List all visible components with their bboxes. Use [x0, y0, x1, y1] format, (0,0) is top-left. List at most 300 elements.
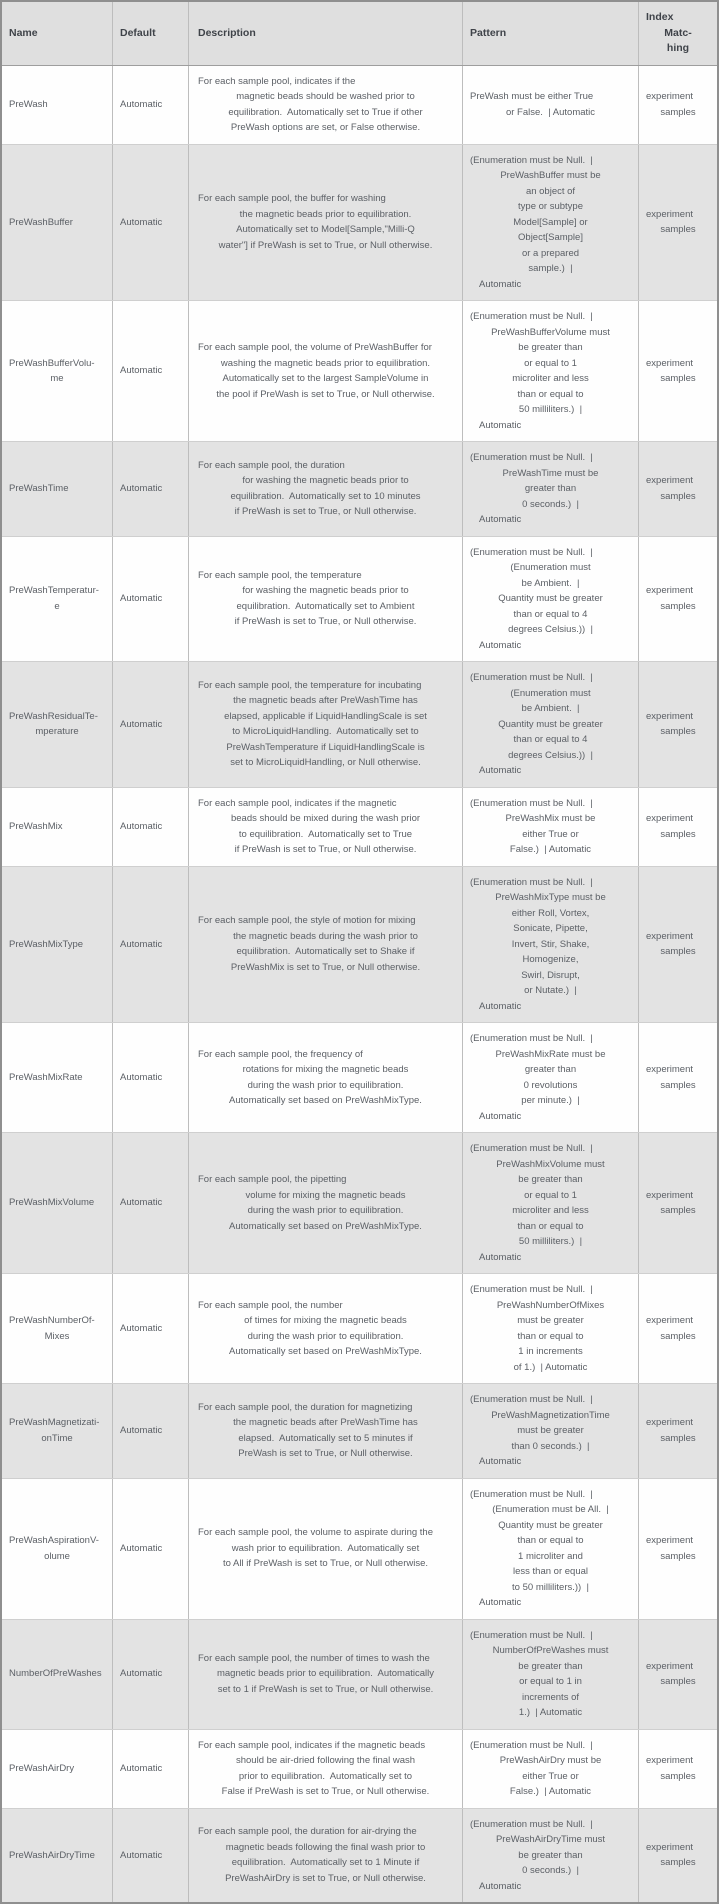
text-line: For each sample pool, the duration for air-drying the	[198, 1826, 417, 1838]
text-line: e	[54, 600, 60, 612]
text-line: be greater than	[518, 342, 583, 353]
text-line: For each sample pool, indicates if the	[198, 75, 356, 87]
cell-default	[113, 537, 189, 662]
text-line: PreWashBufferVolume must	[491, 326, 610, 338]
text-line: For each sample pool, the duration for magnetizing	[198, 1401, 413, 1413]
text-line: PreWashMixType	[9, 938, 84, 950]
text-line: PreWashAirDryTime	[9, 1849, 95, 1861]
text-line: 50 milliliters.) |	[518, 404, 583, 415]
text-line: for washing the magnetic beads prior to	[242, 585, 409, 597]
text-line: the magnetic beads during the wash prior to	[233, 930, 418, 942]
text-line: PreWashBufferVolu-	[9, 357, 95, 369]
text-line: either True or	[522, 1770, 579, 1782]
text-line: PreWashBuffer must be	[500, 170, 601, 181]
table-row	[2, 441, 717, 536]
text-line: olume	[44, 1550, 70, 1562]
table-row	[2, 536, 717, 662]
cell-index-matching	[639, 442, 717, 536]
cell-name	[2, 867, 113, 1023]
text-line: water"] if PreWash is set to True, or Null otherwise.	[218, 239, 433, 251]
text-line: Automatic	[120, 1762, 163, 1774]
header-cell-index-matching	[639, 2, 717, 65]
text-line: PreWashMixRate	[9, 1071, 83, 1083]
text-line: For each sample pool, the buffer for washing	[198, 193, 386, 205]
cell-description	[189, 662, 463, 787]
text-line: experiment	[646, 357, 693, 369]
text-line: 50 milliliters.) |	[518, 1236, 583, 1247]
text-line: samples	[660, 106, 696, 118]
text-line: during the wash prior to equilibration.	[247, 1330, 404, 1342]
table-row	[2, 1808, 717, 1903]
cell-index-matching	[639, 662, 717, 787]
text-line: experiment	[646, 710, 693, 722]
text-line: hing	[666, 42, 690, 54]
text-line: or equal to 1 in	[519, 1676, 582, 1687]
text-line: than or equal to 4	[513, 608, 588, 620]
text-line: if PreWash is set to True, or Null otherwise.	[234, 616, 417, 628]
text-line: than or equal to	[517, 1330, 584, 1342]
text-line: set to 1 if PreWash is set to True, or Null otherwise.	[217, 1683, 434, 1695]
cell-index-matching	[639, 1384, 717, 1478]
text-line: PreWash must be either True	[470, 91, 594, 102]
cell-description	[189, 1384, 463, 1478]
text-line: than or equal to	[517, 1220, 584, 1232]
text-line: be Ambient. |	[521, 577, 580, 589]
text-line: Automatic	[120, 216, 163, 228]
text-line: onTime	[41, 1432, 73, 1444]
text-line: PreWashNumberOfMixes	[496, 1299, 605, 1311]
text-line: elapsed. Automatically set to 5 minutes if	[238, 1432, 413, 1444]
cell-pattern	[463, 537, 639, 662]
table-row	[2, 144, 717, 301]
text-line: greater than	[524, 1064, 577, 1075]
text-line: PreWashAirDryTime must	[495, 1834, 606, 1845]
text-line: experiment	[646, 813, 693, 824]
text-line: samples	[660, 1432, 696, 1444]
text-line: should be air-dried following the final wash	[235, 1755, 416, 1766]
table-header-row	[2, 2, 717, 65]
text-line: PreWashBuffer	[9, 216, 73, 228]
text-line: False.) | Automatic	[509, 1786, 592, 1797]
text-line: equilibration. Automatically set to 1 Minute if	[231, 1857, 420, 1869]
text-line: elapsed, applicable if LiquidHandlingScale is set	[224, 710, 427, 722]
cell-name	[2, 1384, 113, 1478]
cell-description	[189, 66, 463, 144]
cell-name	[2, 788, 113, 866]
text-line: 1 in increments	[518, 1346, 583, 1357]
text-line: Automatic	[120, 1425, 163, 1436]
text-line: Automatically set based on PreWashMixType.	[229, 1095, 422, 1106]
text-line: Description	[198, 26, 256, 39]
text-line: Swirl, Disrupt,	[521, 969, 580, 981]
cell-description	[189, 1809, 463, 1903]
text-line: volume for mixing the magnetic beads	[245, 1189, 406, 1201]
text-line: Object[Sample]	[518, 232, 583, 243]
cell-pattern	[463, 1133, 639, 1273]
cell-pattern	[463, 66, 639, 144]
cell-pattern	[463, 1023, 639, 1132]
text-line: the magnetic beads after PreWashTime has	[233, 695, 418, 707]
table-row	[2, 65, 717, 144]
text-line: Quantity must be greater	[498, 718, 603, 730]
cell-default	[113, 301, 189, 441]
cell-description	[189, 1133, 463, 1273]
text-line: for washing the magnetic beads prior to	[242, 475, 409, 487]
cell-name	[2, 66, 113, 144]
cell-index-matching	[639, 867, 717, 1023]
text-line: PreWash is set to True, or Null otherwise.	[238, 1448, 413, 1460]
text-line: PreWashMagnetizationTime	[491, 1409, 610, 1421]
text-line: set to MicroLiquidHandling, or Null otherwise.	[230, 757, 421, 769]
text-line: For each sample pool, the volume of PreWashBuffer for	[198, 342, 432, 353]
text-line: be greater than	[518, 1660, 583, 1672]
cell-index-matching	[639, 537, 717, 662]
text-line: (Enumeration must be Null. |	[470, 876, 593, 888]
cell-index-matching	[639, 1730, 717, 1808]
table-row	[2, 1273, 717, 1383]
text-line: Automatic	[120, 1542, 163, 1554]
cell-index-matching	[639, 66, 717, 144]
table-row	[2, 787, 717, 866]
text-line: of 1.) | Automatic	[513, 1361, 588, 1373]
text-line: degrees Celsius.)) |	[508, 624, 593, 635]
text-line: For each sample pool, the number	[198, 1299, 343, 1311]
text-line: Automatic	[120, 1668, 163, 1680]
text-line: or Nutate.) |	[524, 985, 577, 996]
text-line: 0 seconds.) |	[522, 498, 579, 510]
text-line: 0 revolutions	[523, 1079, 578, 1091]
text-line: Automatically set to Model[Sample,"Milli-Q	[236, 224, 415, 236]
text-line: Index	[646, 11, 674, 23]
text-line: samples	[660, 946, 696, 958]
text-line: beads should be mixed during the wash prior	[230, 813, 421, 824]
text-line: samples	[660, 224, 696, 236]
text-line: be greater than	[518, 1849, 583, 1861]
text-line: to 50 milliliters.)) |	[512, 1581, 589, 1593]
text-line: (Enumeration must be Null. |	[470, 1143, 593, 1154]
text-line: Automatic	[120, 1197, 163, 1209]
text-line: magnetic beads following the final wash prior to	[225, 1841, 426, 1853]
text-line: Automatic	[479, 278, 522, 290]
cell-default	[113, 1620, 189, 1729]
text-line: to All if PreWash is set to True, or Null otherwise.	[222, 1558, 429, 1570]
text-line: PreWashTemperatur-	[9, 585, 99, 597]
text-line: if PreWash is set to True, or Null otherwise.	[234, 506, 417, 518]
text-line: Homogenize,	[522, 954, 579, 965]
text-line: Automatic	[120, 1322, 163, 1334]
text-line: PreWashMix is set to True, or Null otherwise.	[230, 961, 421, 973]
cell-pattern	[463, 145, 639, 301]
cell-name	[2, 662, 113, 787]
text-line: experiment	[646, 208, 693, 220]
text-line: the pool if PreWash is set to True, or Null otherwise.	[216, 388, 435, 400]
cell-name	[2, 1730, 113, 1808]
text-line: For each sample pool, the temperature for incubating	[198, 679, 422, 691]
text-line: experiment	[646, 1417, 693, 1429]
text-line: Automatically set to the largest SampleVolume in	[222, 373, 429, 384]
text-line: experiment	[646, 475, 693, 487]
text-line: Automatic	[120, 365, 163, 377]
text-line: Automatic	[479, 1597, 522, 1608]
text-line: Automatic	[479, 419, 522, 431]
text-line: PreWashResidualTe-	[9, 710, 98, 722]
text-line: either Roll, Vortex,	[511, 907, 590, 919]
text-line: Pattern	[470, 26, 507, 39]
text-line: magnetic beads should be washed prior to	[236, 91, 415, 102]
text-line: Automatic	[479, 639, 522, 651]
text-line: Automatically set based on PreWashMixType.	[229, 1346, 422, 1357]
text-line: Quantity must be greater	[498, 593, 603, 604]
cell-pattern	[463, 1730, 639, 1808]
text-line: Name	[9, 26, 38, 39]
text-line: (Enumeration must be Null. |	[470, 672, 593, 683]
text-line: samples	[660, 1079, 696, 1091]
text-line: less than or equal	[513, 1566, 588, 1577]
text-line: (Enumeration must	[510, 687, 591, 699]
text-line: than 0 seconds.) |	[511, 1440, 590, 1452]
table-row	[2, 1132, 717, 1273]
text-line: wash prior to equilibration. Automatically set	[231, 1542, 420, 1554]
text-line: 1.) | Automatic	[518, 1707, 583, 1718]
cell-name	[2, 301, 113, 441]
text-line: experiment	[646, 930, 693, 942]
text-line: For each sample pool, the frequency of	[198, 1048, 363, 1060]
text-line: PreWash	[9, 98, 48, 110]
text-line: (Enumeration must be Null. |	[470, 546, 593, 558]
table-row	[2, 1619, 717, 1729]
text-line: experiment	[646, 1660, 693, 1672]
text-line: PreWashNumberOf-	[9, 1315, 95, 1326]
text-line: PreWashAirDry is set to True, or Null otherwise.	[225, 1872, 426, 1884]
cell-default	[113, 662, 189, 787]
text-line: PreWashMixVolume	[9, 1197, 95, 1209]
text-line: either True or	[522, 828, 579, 840]
text-line: False.) | Automatic	[509, 844, 592, 855]
text-line: equilibration. Automatically set to True if other	[228, 106, 423, 118]
text-line: Invert, Stir, Shake,	[511, 938, 590, 950]
text-line: me	[50, 373, 64, 384]
cell-default	[113, 1384, 189, 1478]
text-line: PreWashMagnetizati-	[9, 1417, 100, 1429]
cell-name	[2, 1023, 113, 1132]
text-line: (Enumeration must be Null. |	[470, 452, 593, 463]
table-row	[2, 1022, 717, 1132]
text-line: the magnetic beads after PreWashTime has	[233, 1417, 418, 1429]
text-line: be Ambient. |	[521, 703, 580, 714]
text-line: (Enumeration must be All. |	[492, 1504, 609, 1515]
text-line: PreWashAirDry	[9, 1762, 75, 1774]
header-cell-default	[113, 2, 189, 65]
text-line: experiment	[646, 585, 693, 597]
text-line: samples	[660, 1770, 696, 1782]
cell-index-matching	[639, 1274, 717, 1383]
text-line: (Enumeration must be Null. |	[470, 1394, 593, 1405]
table-row	[2, 1478, 717, 1619]
text-line: Automatic	[120, 1849, 163, 1861]
cell-pattern	[463, 1809, 639, 1903]
cell-pattern	[463, 1620, 639, 1729]
text-line: experiment	[646, 1841, 693, 1853]
text-line: washing the magnetic beads prior to equilibration.	[220, 357, 431, 369]
cell-name	[2, 1809, 113, 1903]
text-line: Automatic	[479, 1456, 522, 1467]
cell-description	[189, 1023, 463, 1132]
cell-default	[113, 867, 189, 1023]
text-line: (Enumeration must be Null. |	[470, 154, 593, 166]
cell-default	[113, 1133, 189, 1273]
text-line: Automatic	[120, 98, 163, 110]
text-line: NumberOfPreWashes	[9, 1668, 102, 1680]
text-line: Automatic	[120, 718, 163, 730]
cell-name	[2, 1133, 113, 1273]
text-line: samples	[660, 373, 696, 384]
text-line: samples	[660, 600, 696, 612]
cell-default	[113, 788, 189, 866]
cell-name	[2, 537, 113, 662]
cell-description	[189, 442, 463, 536]
text-line: Model[Sample] or	[513, 216, 588, 228]
text-line: must be greater	[517, 1425, 584, 1436]
text-line: Automatic	[479, 1251, 522, 1263]
text-line: For each sample pool, indicates if the magnetic	[198, 797, 397, 809]
text-line: (Enumeration must be Null. |	[470, 1739, 593, 1751]
cell-description	[189, 867, 463, 1023]
text-line: PreWashTime must be	[502, 467, 599, 479]
cell-pattern	[463, 1384, 639, 1478]
header-cell-description	[189, 2, 463, 65]
text-line: (Enumeration must be Null. |	[470, 1818, 593, 1830]
cell-pattern	[463, 1274, 639, 1383]
text-line: equilibration. Automatically set to 10 minutes	[230, 490, 421, 502]
text-line: samples	[660, 490, 696, 502]
text-line: PreWashTemperature if LiquidHandlingScale is	[226, 741, 425, 753]
text-line: Automatic	[120, 483, 163, 494]
text-line: type or subtype	[518, 201, 583, 212]
cell-description	[189, 1479, 463, 1619]
text-line: (Enumeration must be Null. |	[470, 1488, 593, 1500]
text-line: Default	[120, 26, 156, 39]
cell-pattern	[463, 662, 639, 787]
header-cell-pattern	[463, 2, 639, 65]
cell-description	[189, 1730, 463, 1808]
table-row	[2, 866, 717, 1023]
text-line: Automatic	[120, 820, 163, 832]
text-line: Sonicate, Pipette,	[513, 923, 588, 934]
cell-name	[2, 145, 113, 301]
text-line: samples	[660, 1550, 696, 1562]
cell-description	[189, 301, 463, 441]
cell-default	[113, 1479, 189, 1619]
text-line: PreWashMixRate must be	[495, 1048, 606, 1060]
text-line: PreWash options are set, or False otherwise.	[230, 122, 421, 133]
cell-description	[189, 1620, 463, 1729]
text-line: For each sample pool, indicates if the magnetic beads	[198, 1739, 426, 1751]
cell-pattern	[463, 301, 639, 441]
text-line: False if PreWash is set to True, or Null otherwise.	[221, 1786, 430, 1797]
text-line: during the wash prior to equilibration.	[247, 1205, 404, 1216]
cell-default	[113, 1274, 189, 1383]
text-line: Automatic	[120, 593, 163, 604]
text-line: equilibration. Automatically set to Shake if	[236, 946, 415, 958]
text-line: than or equal to	[517, 1535, 584, 1546]
text-line: For each sample pool, the pipetting	[198, 1174, 347, 1185]
text-line: samples	[660, 828, 696, 840]
cell-index-matching	[639, 1023, 717, 1132]
text-line: samples	[660, 1676, 696, 1687]
text-line: experiment	[646, 1535, 693, 1546]
cell-name	[2, 1620, 113, 1729]
text-line: Automatic	[479, 1110, 522, 1122]
cell-index-matching	[639, 788, 717, 866]
text-line: experiment	[646, 1755, 693, 1766]
text-line: PreWashMixVolume must	[496, 1158, 605, 1170]
text-line: PreWashMix	[9, 820, 63, 832]
text-line: rotations for mixing the magnetic beads	[242, 1064, 409, 1075]
text-line: than or equal to	[517, 388, 584, 400]
text-line: Quantity must be greater	[498, 1519, 603, 1531]
text-line: For each sample pool, the style of motion for mixing	[198, 915, 416, 927]
text-line: PreWashMixType must be	[495, 892, 606, 903]
text-line: or a prepared	[521, 247, 580, 259]
text-line: per minute.) |	[521, 1095, 580, 1106]
text-line: Automatic	[120, 1071, 163, 1083]
text-line: equilibration. Automatically set to Ambient	[236, 600, 415, 612]
header-cell-name	[2, 2, 113, 65]
cell-description	[189, 537, 463, 662]
text-line: Automatically set based on PreWashMixType.	[229, 1220, 422, 1232]
text-line: NumberOfPreWashes must	[492, 1645, 609, 1656]
text-line: Automatic	[479, 1880, 522, 1892]
text-line: experiment	[646, 1064, 693, 1075]
text-line: For each sample pool, the temperature	[198, 569, 362, 581]
text-line: (Enumeration must be Null. |	[470, 311, 593, 322]
cell-index-matching	[639, 145, 717, 301]
cell-pattern	[463, 442, 639, 536]
table-row	[2, 661, 717, 787]
text-line: (Enumeration must be Null. |	[470, 1284, 593, 1295]
text-line: sample.) |	[528, 263, 573, 274]
text-line: mperature	[35, 726, 79, 738]
text-line: magnetic beads prior to equilibration. Automatically	[216, 1668, 435, 1680]
text-line: or equal to 1	[524, 357, 577, 369]
text-line: during the wash prior to equilibration.	[247, 1079, 404, 1091]
text-line: or False. | Automatic	[505, 106, 596, 118]
text-line: Automatic	[479, 765, 522, 776]
cell-index-matching	[639, 301, 717, 441]
text-line: For each sample pool, the number of times to wash the	[198, 1652, 430, 1664]
cell-default	[113, 145, 189, 301]
text-line: degrees Celsius.)) |	[508, 749, 593, 761]
text-line: must be greater	[517, 1315, 584, 1326]
text-line: 0 seconds.) |	[522, 1865, 579, 1876]
cell-index-matching	[639, 1133, 717, 1273]
cell-default	[113, 1023, 189, 1132]
text-line: of times for mixing the magnetic beads	[244, 1315, 407, 1326]
cell-pattern	[463, 867, 639, 1023]
text-line: (Enumeration must be Null. |	[470, 1033, 593, 1044]
cell-default	[113, 1809, 189, 1903]
text-line: 1 microliter and	[518, 1550, 583, 1562]
text-line: Automatic	[479, 1000, 522, 1012]
text-line: PreWashTime	[9, 483, 69, 494]
text-line: an object of	[525, 185, 576, 197]
text-line: For each sample pool, the volume to aspirate during the	[198, 1527, 433, 1539]
text-line: PreWashMix must be	[505, 813, 596, 824]
text-line: microliter and less	[512, 373, 589, 384]
text-line: Matc-	[664, 26, 692, 39]
text-line: increments of	[521, 1691, 580, 1703]
text-line: (Enumeration must	[510, 562, 591, 573]
